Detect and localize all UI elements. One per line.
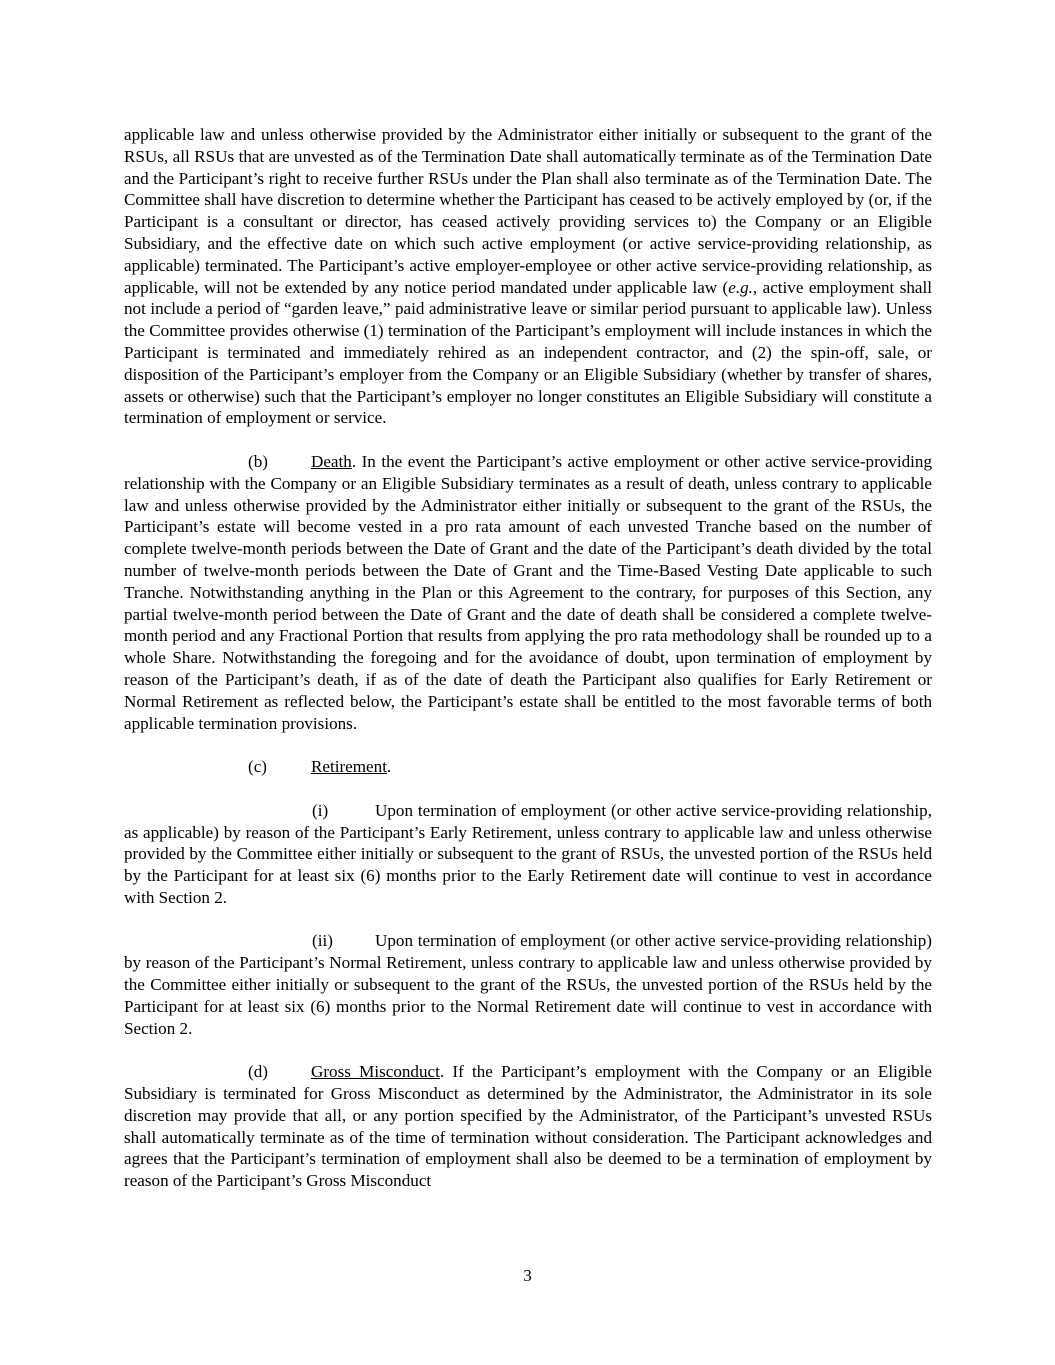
paragraph-a-eg: e.g.,	[728, 277, 758, 297]
paragraph-c-ii-label: (ii)	[312, 931, 333, 951]
paragraph-b-text: . In the event the Participant’s active employment or other active service-providing relationship with the Company or an Eligible Subsidiary terminates as a result of death, unless contrary to applicable law and unless otherwise provided by the Administrator either initially or subsequent to the grant of the RSUs, the Participant’s estate will become vested in a pro rata amount of each unvested Tranche based on the number of complete twelve-month periods between the Date of Grant and the date of the Participant’s death divided by the total number of twelve-month periods between the Date of Grant and the Time-Based Vesting Date applicable to such Tranche. Notwithstanding anything in the Plan or this Agreement to the contrary, for purposes of this Section, any partial twelve-month period between the Date of Grant and the date of death shall be considered a complete twelve-month period and any Fractional Portion that results from applying the pro rata methodology shall be rounded up to a whole Share. Notwithstanding the foregoing and for the avoidance of doubt, upon termination of employment by reason of the Participant’s death, if as of the date of death the Participant also qualifies for Early Retirement or Normal Retirement as reflected below, the Participant’s estate shall be entitled to the most favorable terms of both applicable termination provisions.	[124, 451, 932, 733]
paragraph-a-text-1: applicable law and unless otherwise provided by the Administrator either initially or subsequent to the grant of the RSUs, all RSUs that are unvested as of the Termination Date shall automatically terminate as of the Termination Date and the Participant’s right to receive further RSUs under the Plan shall also terminate as of the Termination Date. The Committee shall have discretion to determine whether the Participant has ceased to be actively employed by (or, if the Participant is a consultant or director, has ceased actively providing services to) the Company or an Eligible Subsidiary, and the effective date on which such active employment (or active service-providing relationship, as applicable) terminated. The Participant’s active employer-employee or other active service-providing relationship, as applicable, will not be extended by any notice period mandated under applicable law (	[124, 125, 932, 297]
paragraph-c-ii	[124, 930, 932, 1039]
paragraph-c-label: (c)	[248, 757, 267, 777]
paragraph-d-heading: Gross Misconduct	[311, 1062, 440, 1082]
paragraph-d-label: (d)	[248, 1062, 268, 1082]
document-body	[124, 124, 932, 1214]
paragraph-a-text-2: active employment shall not include a period of “garden leave,” paid administrative leave or similar period pursuant to applicable law). Unless the Committee provides otherwise (1) termination of the Participant’s employment will include instances in which the Participant is terminated and immediately rehired as an independent contractor, and (2) the spin-off, sale, or disposition of the Participant’s employer from the Company or an Eligible Subsidiary (whether by transfer of shares, assets or otherwise) such that the Participant’s employer no longer constitutes an Eligible Subsidiary will constitute a termination of employment or service.	[124, 277, 932, 428]
paragraph-c-ii-text: Upon termination of employment (or other active service-providing relationship) by reason of the Participant’s Normal Retirement, unless contrary to applicable law and unless otherwise provided by the Committee either initially or subsequent to the grant of the RSUs, the unvested portion of the RSUs held by the Participant for at least six (6) months prior to the Normal Retirement date will continue to vest in accordance with Section 2.	[124, 931, 932, 1038]
paragraph-b-death	[124, 451, 932, 734]
paragraph-b-heading: Death	[311, 451, 352, 471]
page-number: 3	[523, 1266, 532, 1285]
paragraph-d-gross-misconduct	[124, 1061, 932, 1192]
paragraph-d-text: . If the Participant’s employment with the Company or an Eligible Subsidiary is terminated for Gross Misconduct as determined by the Administrator, the Administrator in its sole discretion may provide that all, or any portion specified by the Administrator, of the Participant’s unvested RSUs shall automatically terminate as of the time of termination without consideration. The Participant acknowledges and agrees that the Participant’s termination of employment shall also be deemed to be a termination of employment by reason of the Participant’s Gross Misconduct	[124, 1062, 933, 1191]
paragraph-a-continued	[124, 124, 932, 429]
paragraph-c-i-text: Upon termination of employment (or other active service-providing relationship, as applicable) by reason of the Participant’s Early Retirement, unless contrary to applicable law and unless otherwise provided by the Committee either initially or subsequent to the grant of RSUs, the unvested portion of the RSUs held by the Participant for at least six (6) months prior to the Early Retirement date will continue to vest in accordance with Section 2.	[124, 800, 932, 907]
paragraph-c-retirement	[124, 756, 932, 778]
paragraph-c-i-label: (i)	[312, 800, 329, 820]
paragraph-c-text: .	[386, 757, 392, 777]
paragraph-c-heading: Retirement	[311, 757, 387, 777]
paragraph-b-label: (b)	[248, 451, 268, 471]
paragraph-c-i	[124, 800, 932, 909]
